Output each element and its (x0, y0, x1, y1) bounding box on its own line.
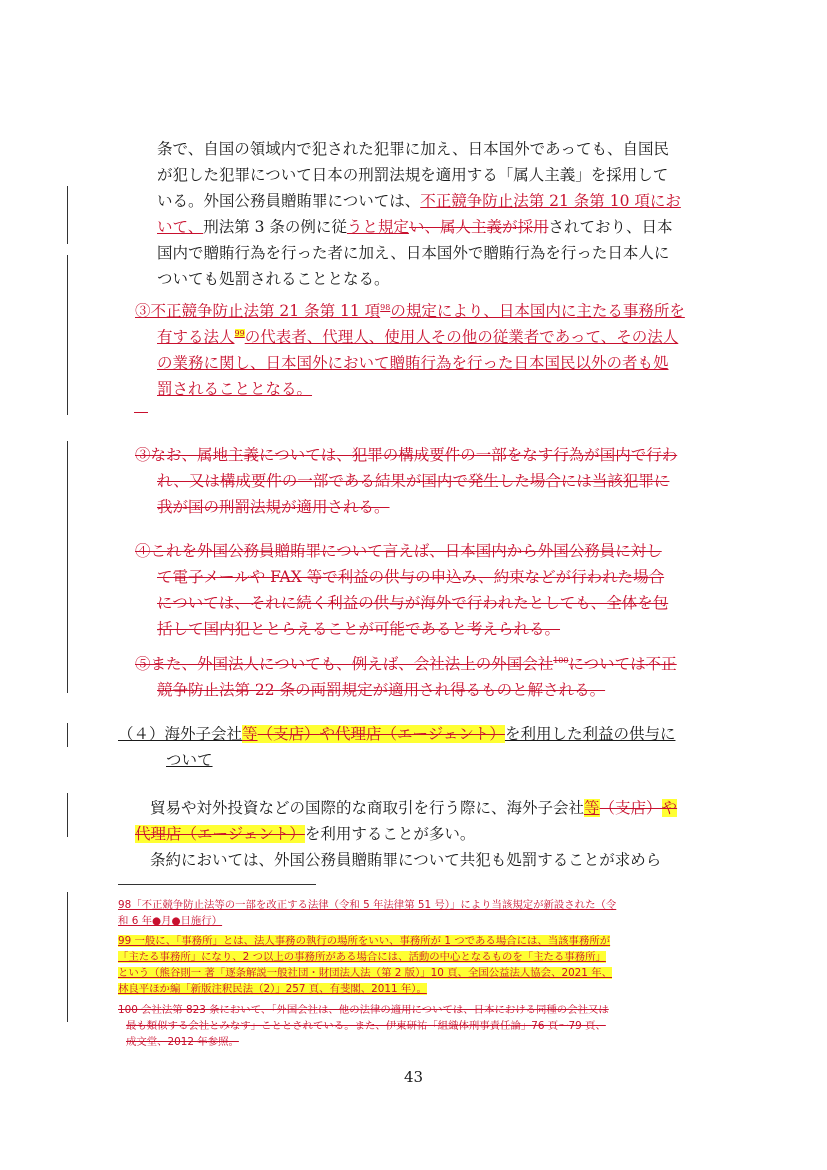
inserted-mark (134, 412, 148, 413)
text-line: 刑法第 3 条の例に従 (203, 218, 347, 236)
section-heading (118, 721, 675, 773)
change-bar (67, 255, 68, 415)
text-line: されており、日本 (548, 218, 673, 236)
change-bar (67, 793, 68, 837)
footnote-text: 成文堂、2012 年参照。 (126, 1036, 239, 1048)
footnote-100 (118, 1002, 713, 1050)
footnote-text: 「主たる事務所」になり、2 つ以上の事務所がある場合には、活動の中心となるものを「主たる事務所」 (118, 951, 606, 963)
deleted-text: については不正 (568, 655, 677, 673)
text-line: を利用することが多い。 (304, 825, 476, 843)
footnote-98 (118, 897, 713, 929)
footnote-text: 98「不正競争防止法等の一部を改正する法律（令和 5 年法律第 51 号）」により当該規定が新設された（令 (118, 899, 617, 911)
text-line: 条で、自国の領域内で犯された犯罪に加え、日本国外であっても、自国民 (157, 140, 669, 158)
deleted-text: ⑤また、外国法人についても、例えば、会社法上の外国会社 (135, 655, 554, 673)
text-line: 貿易や対外投資などの国際的な商取引を行う際に、海外子会社 (150, 799, 585, 817)
deleted-text: （支店） (257, 725, 320, 743)
deleted-text: 代理店（エージェント） (135, 825, 305, 843)
footnote-text: 和 6 年●月●日施行） (118, 915, 223, 927)
footnote-99 (118, 933, 713, 997)
change-bar (67, 186, 68, 244)
change-bar (67, 723, 68, 747)
change-bar (67, 441, 68, 693)
deleted-text: 競争防止法第 22 条の両罰規定が適用され得るものと解される。 (157, 681, 606, 699)
inserted-text: ③不正競争防止法第 21 条第 11 項 (135, 302, 381, 320)
footnote-ref-100: 100 (553, 655, 569, 665)
heading-text: ついて (166, 751, 213, 769)
paragraph-item-3-inserted (135, 298, 685, 402)
footnote-text: 最も類似する会社とみなす」こととされている。また、伊東研祐「組織体刑事責任論」76 頁〜79 頁、 (126, 1020, 606, 1032)
footnote-ref-99: 99 (234, 328, 245, 338)
inserted-text: の代表者、代理人、使用人その他の従業者であって、その法人 (244, 328, 679, 346)
deleted-text: て電子メールや FAX 等で利益の供与の申込み、約束などが行われた場合 (157, 568, 665, 586)
footnote-text: 100 会社法第 823 条において、「外国会社は、他の法律の適用については、日本における同種の会社又は (118, 1004, 609, 1016)
paragraph-item-4-deleted (135, 538, 668, 642)
inserted-text: 等 (584, 799, 600, 817)
deleted-text: については、それに続く利益の供与が海外で行われたとしても、全体を包 (157, 594, 669, 612)
inserted-text: 等 (242, 725, 258, 743)
deleted-text: れ、又は構成要件の一部である結果が国内で発生した場合には当該犯罪に (157, 472, 670, 490)
footnote-text: という（熊谷則一 著「逐条解説一般社団・財団法人法（第 2 版）」10 頁、全国公益法人協会、2021 年、 (118, 967, 612, 979)
text-line: ついても処罰されることとなる。 (157, 270, 390, 288)
inserted-text: いて、 (157, 218, 204, 236)
deleted-text: や代理店（エージェント） (319, 725, 505, 743)
heading-text: （４）海外子会社 (118, 725, 243, 743)
deleted-text: ④これを外国公務員贈賄罪について言えば、日本国内から外国公務員に対し (135, 542, 662, 560)
footnote-text: 99 一般に、「事務所」とは、法人事務の執行の場所をいい、事務所が 1 つである場合には、当該事務所が (118, 935, 611, 947)
text-line: 国内で贈賄行為を行った者に加え、日本国外で贈賄行為を行った日本人に (157, 244, 670, 262)
inserted-text: うと規定 (346, 218, 409, 236)
change-bar (67, 892, 68, 1022)
page-number: 43 (403, 1068, 424, 1086)
deleted-text: ③なお、属地主義については、犯罪の構成要件の一部をなす行為が国内で行わ (135, 446, 678, 464)
inserted-text: の業務に関し、日本国外において贈賄行為を行った日本国民以外の者も処 (157, 354, 669, 372)
paragraph-item-3-deleted (135, 442, 677, 520)
deleted-text: （支店） (599, 799, 662, 817)
paragraph-subsidiary (135, 795, 677, 873)
inserted-text: 不正競争防止法第 21 条第 10 項にお (420, 192, 681, 210)
deleted-text: 括して国内犯ととらえることが可能であると考えられる。 (157, 620, 561, 638)
inserted-text: 有する法人 (157, 328, 235, 346)
deleted-text: や (661, 799, 678, 817)
text-line: が犯した犯罪について日本の刑罰法規を適用する「属人主義」を採用して (157, 166, 669, 184)
footnote-ref-98: 98 (380, 302, 391, 312)
deleted-text: い、属人主義が採用 (408, 218, 549, 236)
text-line: いる。外国公務員贈賄罪については、 (157, 192, 421, 210)
footnote-separator (118, 884, 316, 885)
heading-text: を利用した利益の供与に (504, 725, 676, 743)
paragraph-territorial (157, 136, 681, 292)
deleted-text: 我が国の刑罰法規が適用される。 (157, 498, 390, 516)
paragraph-item-5-deleted (135, 651, 677, 703)
text-line: 条約においては、外国公務員贈賄罪について共犯も処罰することが求めら (150, 851, 662, 869)
footnote-text: 林良平ほか編「新版注釈民法（2）」257 頁、有斐閣、2011 年）。 (118, 983, 427, 995)
inserted-text: の規定により、日本国内に主たる事務所を (390, 302, 685, 320)
inserted-text: 罰されることとなる。 (157, 380, 313, 398)
